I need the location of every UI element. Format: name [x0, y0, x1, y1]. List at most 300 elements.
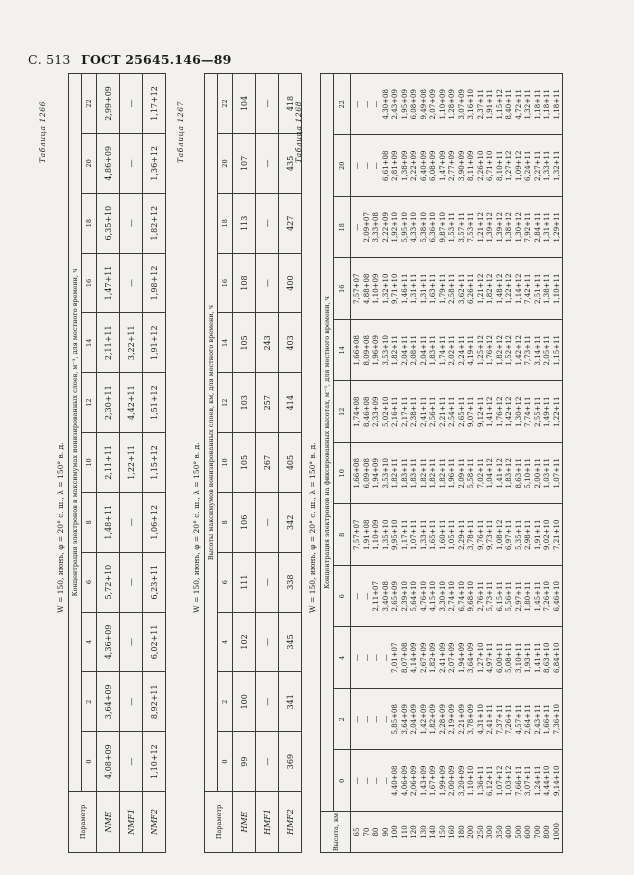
cell-value: 8,63+11 — [514, 458, 523, 489]
cell-value: — — [372, 162, 380, 170]
table-1268 — [320, 73, 563, 853]
cell-value: 1,48+11 — [97, 492, 120, 552]
cell-value: 4,15+10 — [429, 581, 437, 612]
cell-value: 435 — [279, 134, 302, 194]
cell-value: 414 — [279, 373, 302, 433]
cell-value: 1,36+12 — [143, 133, 166, 193]
cell-value: 7,36+10 — [552, 704, 561, 735]
time-col-header: 0 — [334, 750, 351, 812]
cell-value: 1,32+10 — [381, 273, 390, 304]
cell-value: — — [120, 74, 143, 134]
cell-value: 338 — [279, 552, 302, 612]
cell-value: 5,56+11 — [505, 581, 513, 612]
table-row — [143, 74, 166, 853]
cell-value: 2,39+10 — [400, 581, 409, 612]
cell-value: 3,22+11 — [120, 313, 143, 373]
heights-stack — [351, 812, 562, 852]
height-value: 80 — [372, 827, 380, 837]
cell-value: 5,10+11 — [524, 458, 532, 489]
cell-value: 6,84+10 — [552, 642, 561, 673]
cell-value: 1,42+12 — [505, 396, 513, 427]
row-label: HMF1 — [256, 792, 279, 853]
cell-value: 1,18+11 — [552, 89, 561, 120]
cell-value: 2,04+09 — [410, 704, 418, 735]
cell-value: 1,41+12 — [486, 396, 494, 427]
value-column — [351, 381, 563, 443]
table-body-row — [351, 74, 563, 853]
time-col-header: 14 — [82, 313, 97, 373]
cell-value: 6,35+10 — [97, 193, 120, 253]
cell-value: 1,98+12 — [143, 253, 166, 313]
cell-value: 7,26+11 — [505, 704, 513, 735]
cell-value: 6,74+10 — [457, 581, 466, 612]
value-column — [351, 74, 563, 136]
cell-value: 2,07+09 — [429, 89, 437, 120]
table-1266-caption: W = 150, июнь, φ = 20° с. ш., λ = 150° в. д. — [56, 442, 65, 613]
cell-value: 8,10+11 — [495, 150, 504, 181]
value-stack — [351, 751, 562, 812]
subheader: Высоты максимумов ионизированных слоев, км, для местного времени, ч — [205, 74, 218, 792]
height-value: 250 — [476, 825, 485, 839]
cell-value: 2,09+11 — [457, 458, 466, 489]
time-col-header: 8 — [334, 504, 351, 566]
cell-value: 4,36+09 — [97, 612, 120, 672]
cell-value: 1,36+11 — [476, 765, 485, 796]
table-1267-caption: W = 150, июнь, φ = 20° с. ш., λ = 150° в. д. — [192, 442, 201, 613]
cell-value: 1,76+12 — [495, 396, 504, 427]
cell-value: 3,07+09 — [457, 89, 466, 120]
cell-value: 1,15+11 — [552, 335, 561, 366]
cell-value: 1,66+08 — [353, 335, 361, 366]
row-label: NME — [97, 792, 120, 853]
cell-value: 1,18+11 — [533, 89, 542, 120]
value-stack — [351, 689, 562, 750]
value-stack — [351, 628, 562, 689]
time-col-header: 14 — [334, 320, 351, 382]
cell-value: 1,91+08 — [362, 519, 371, 550]
cell-value: 1,22+12 — [505, 273, 513, 304]
cell-value: 2,11+11 — [97, 433, 120, 493]
cell-value: — — [120, 133, 143, 193]
cell-value: 1,82+11 — [429, 458, 437, 489]
value-column — [351, 750, 563, 812]
cell-value: 3,16+10 — [467, 89, 475, 120]
value-stack — [351, 197, 562, 258]
cell-value: 8,92+11 — [143, 672, 166, 732]
cell-value: 5,38+10 — [419, 212, 428, 243]
value-stack — [351, 136, 562, 197]
cell-value: 1,42+09 — [419, 704, 428, 735]
cell-value: 1,49+11 — [543, 396, 551, 427]
cell-value: — — [362, 654, 371, 662]
cell-value: 2,02+11 — [448, 335, 456, 366]
cell-value: 1,33+11 — [419, 519, 428, 550]
height-value: 160 — [448, 825, 456, 839]
cell-value: 2,06+09 — [410, 765, 418, 796]
cell-value: 103 — [233, 373, 256, 433]
cell-value: 427 — [279, 193, 302, 253]
cell-value: 1,31+11 — [419, 273, 428, 304]
cell-value: — — [362, 592, 371, 600]
cell-value: 6,26+11 — [467, 273, 475, 304]
value-stack — [351, 566, 562, 627]
cell-value: 1,17+11 — [400, 519, 409, 550]
table-row — [233, 74, 256, 853]
table-1266-label: Таблица 1266 — [38, 100, 47, 163]
cell-value: 1,82+11 — [391, 335, 399, 366]
cell-value: 1,17+12 — [143, 74, 166, 134]
cell-value: 2,30+11 — [97, 373, 120, 433]
value-stack — [351, 320, 562, 381]
cell-value: — — [372, 715, 380, 723]
cell-value: 2,11+07 — [372, 581, 380, 612]
cell-value: 1,91+11 — [533, 519, 542, 550]
row-label: HME — [233, 792, 256, 853]
cell-value: 1,82+11 — [419, 458, 428, 489]
cell-value: — — [362, 100, 371, 108]
cell-value: 2,81+09 — [391, 150, 399, 181]
cell-value: 1,05+11 — [448, 519, 456, 550]
cell-value: 2,76+11 — [476, 581, 485, 612]
cell-value: 1,67+09 — [429, 765, 437, 796]
cell-value: — — [353, 654, 361, 662]
row-label: NMF1 — [120, 792, 143, 853]
cell-value: — — [362, 715, 371, 723]
cell-value: 1,38+12 — [505, 212, 513, 243]
cell-value: 1,06+12 — [143, 492, 166, 552]
cell-value: 1,82+12 — [495, 335, 504, 366]
page-number: С. 513 — [28, 52, 71, 67]
value-column — [351, 627, 563, 689]
cell-value: — — [362, 162, 371, 170]
cell-value: — — [256, 732, 279, 792]
cell-value: 1,14+12 — [514, 273, 523, 304]
value-column — [351, 197, 563, 259]
time-col-header: 22 — [334, 74, 351, 136]
time-col-header: 8 — [82, 492, 97, 552]
cell-value: 5,02+10 — [381, 396, 390, 427]
cell-value: 1,10+09 — [372, 519, 380, 550]
cell-value: 3,53+10 — [381, 335, 390, 366]
cell-value: 1,07+12 — [495, 765, 504, 796]
cell-value: 3,10+11 — [514, 642, 523, 673]
cell-value: 5,72+10 — [97, 552, 120, 612]
cell-value: 8,11+09 — [467, 150, 475, 181]
cell-value: 3,20+09 — [457, 765, 466, 796]
cell-value: 1,31+11 — [410, 273, 418, 304]
cell-value: 1,15+12 — [495, 89, 504, 120]
cell-value: 9,02+10 — [543, 519, 551, 550]
cell-value: 4,40+08 — [391, 765, 399, 796]
cell-value: — — [256, 134, 279, 194]
cell-value: 2,54+11 — [448, 396, 456, 427]
cell-value: 1,96+09 — [372, 335, 380, 366]
cell-value: 2,67+09 — [419, 642, 428, 673]
cell-value: 2,00+11 — [533, 458, 542, 489]
height-value: 500 — [514, 825, 523, 839]
cell-value: 6,00+11 — [495, 642, 504, 673]
time-col-header: 0 — [82, 732, 97, 792]
cell-value: 2,26+10 — [476, 150, 485, 181]
cell-value: 3,14+11 — [533, 335, 542, 366]
time-col-header: 12 — [334, 381, 351, 443]
cell-value: 400 — [279, 253, 302, 313]
cell-value: 1,31+11 — [543, 212, 551, 243]
cell-value: 6,23+11 — [143, 552, 166, 612]
cell-value: 1,83+11 — [410, 458, 418, 489]
subheader: Концентрация электронов на фиксированных высотах, м⁻³, для местного времени, ч — [321, 74, 334, 812]
cell-value: — — [353, 100, 361, 108]
cell-value: 2,09+07 — [362, 212, 371, 243]
value-column — [351, 443, 563, 505]
cell-value: 7,37+11 — [495, 704, 504, 735]
cell-value: 2,65+09 — [391, 581, 399, 612]
cell-value: 2,27+11 — [533, 150, 542, 181]
cell-value: 1,94+09 — [457, 642, 466, 673]
cell-value: 4,88+08 — [362, 273, 371, 304]
time-col-header: 20 — [334, 135, 351, 197]
time-col-header: 16 — [82, 253, 97, 313]
time-col-header: 10 — [82, 433, 97, 493]
cell-value: 100 — [233, 672, 256, 732]
cell-value: 1,82+11 — [438, 458, 447, 489]
cell-value: 6,15+11 — [495, 581, 504, 612]
cell-value: 1,74+08 — [353, 396, 361, 427]
cell-value: 1,28+09 — [448, 89, 456, 120]
cell-value: — — [256, 672, 279, 732]
cell-value: 3,53+10 — [381, 458, 390, 489]
cell-value: 105 — [233, 313, 256, 373]
cell-value: 1,21+12 — [476, 212, 485, 243]
cell-value: 2,55+11 — [533, 396, 542, 427]
time-col-header: 14 — [218, 313, 233, 373]
cell-value: — — [381, 654, 390, 662]
page-header — [28, 52, 232, 67]
value-column — [351, 258, 563, 320]
cell-value: 104 — [233, 74, 256, 134]
cell-value: 6,71+10 — [486, 150, 494, 181]
height-value: 120 — [410, 825, 418, 839]
height-value: 110 — [400, 825, 409, 839]
time-col-header: 20 — [218, 134, 233, 194]
param-header: Параметр — [205, 792, 233, 853]
cell-value: 5,95+10 — [400, 212, 409, 243]
cell-value: 2,24+11 — [457, 335, 466, 366]
cell-value: 4,08+09 — [97, 732, 120, 792]
cell-value: 1,30+12 — [514, 212, 523, 243]
time-col-header: 12 — [82, 373, 97, 433]
value-stack — [351, 443, 562, 504]
time-col-header: 2 — [218, 672, 233, 732]
cell-value: 2,84+11 — [533, 212, 542, 243]
cell-value: 5,73+11 — [486, 581, 494, 612]
cell-value: 3,62+11 — [457, 273, 466, 304]
cell-value: 1,10+10 — [467, 765, 475, 796]
cell-value: 5,85+08 — [391, 704, 399, 735]
table-1267 — [204, 73, 302, 853]
time-header-row — [82, 74, 97, 853]
cell-value: 4,19+11 — [467, 335, 475, 366]
cell-value: 6,40+09 — [419, 150, 428, 181]
cell-value: 267 — [256, 433, 279, 493]
height-value: 100 — [391, 825, 399, 839]
time-col-header: 18 — [82, 193, 97, 253]
cell-value: 3,64+09 — [400, 704, 409, 735]
table-row — [279, 74, 302, 853]
cell-value: 1,60+11 — [438, 519, 447, 550]
cell-value: — — [120, 193, 143, 253]
cell-value: 2,05+11 — [543, 335, 551, 366]
value-column — [351, 689, 563, 751]
value-column — [351, 566, 563, 628]
cell-value: 3,40+08 — [381, 581, 390, 612]
cell-value: — — [120, 552, 143, 612]
cell-value: 1,25+12 — [476, 335, 485, 366]
row-label: NMF2 — [143, 792, 166, 853]
cell-value: 1,48+12 — [495, 273, 504, 304]
cell-value: 6,09+08 — [362, 458, 371, 489]
cell-value: 8,09+08 — [362, 335, 371, 366]
cell-value: — — [381, 777, 390, 785]
cell-value: 1,35+10 — [381, 519, 390, 550]
subheader: Концентрация электронов в максимумах ионизированных слоев, м⁻³, для местного времени, ч — [69, 74, 82, 792]
cell-value: 2,41+11 — [486, 704, 494, 735]
cell-value: 418 — [279, 74, 302, 134]
cell-value: 6,02+11 — [143, 612, 166, 672]
cell-value: — — [256, 492, 279, 552]
cell-value: 8,63+10 — [543, 642, 551, 673]
cell-value: 2,29+11 — [457, 519, 466, 550]
cell-value: — — [381, 715, 390, 723]
cell-value: 2,08+11 — [410, 335, 418, 366]
cell-value: 1,66+08 — [353, 458, 361, 489]
cell-value: 8,46+08 — [362, 396, 371, 427]
cell-value: 2,22+09 — [410, 150, 418, 181]
cell-value: 7,21+10 — [552, 519, 561, 550]
cell-value: 4,06+09 — [400, 765, 409, 796]
cell-value: 1,32+11 — [524, 89, 532, 120]
cell-value: 6,61+08 — [381, 150, 390, 181]
height-value: 200 — [467, 825, 475, 839]
height-value: 1000 — [552, 823, 561, 841]
cell-value: 2,04+11 — [419, 335, 428, 366]
height-value: 65 — [353, 827, 361, 837]
time-col-header: 22 — [82, 74, 97, 134]
cell-value: 1,93+11 — [524, 642, 532, 673]
time-col-header: 10 — [218, 433, 233, 493]
value-stack — [351, 259, 562, 320]
table-row — [256, 74, 279, 853]
cell-value: 369 — [279, 732, 302, 792]
value-stack — [351, 382, 562, 443]
cell-value: 1,46+11 — [400, 273, 409, 304]
cell-value: 1,41+12 — [495, 458, 504, 489]
cell-value: 1,10+09 — [372, 273, 380, 304]
cell-value: 106 — [233, 492, 256, 552]
value-column — [351, 320, 563, 382]
time-col-header: 20 — [82, 133, 97, 193]
cell-value: 1,82+09 — [429, 704, 437, 735]
cell-value: 108 — [233, 253, 256, 313]
cell-value: 9,49+08 — [419, 89, 428, 120]
cell-value: 1,95+09 — [400, 89, 409, 120]
cell-value: 4,42+11 — [120, 373, 143, 433]
cell-value: 1,63+11 — [429, 273, 437, 304]
cell-value: 4,97+11 — [486, 642, 494, 673]
cell-value: 1,27+10 — [476, 642, 485, 673]
cell-value: — — [120, 253, 143, 313]
cell-value: — — [372, 654, 380, 662]
time-col-header: 6 — [82, 552, 97, 612]
cell-value: 7,26+10 — [543, 581, 551, 612]
cell-value: 9,07+11 — [467, 396, 475, 427]
cell-value: 2,41+09 — [438, 642, 447, 673]
cell-value: 2,41+11 — [419, 396, 428, 427]
cell-value: 2,21+09 — [457, 704, 466, 735]
cell-value: 105 — [233, 433, 256, 493]
time-col-header: 0 — [218, 732, 233, 792]
cell-value: 7,01+07 — [391, 642, 399, 673]
cell-value: 7,74+11 — [524, 396, 532, 427]
cell-value: — — [372, 100, 380, 108]
cell-value: 1,41+11 — [533, 642, 542, 673]
time-col-header: 22 — [218, 74, 233, 134]
cell-value: 2,16+11 — [391, 396, 399, 427]
cell-value: 1,79+11 — [438, 273, 447, 304]
cell-value: 1,21+12 — [476, 273, 485, 304]
header-row — [321, 74, 334, 853]
cell-value: 3,64+09 — [467, 642, 475, 673]
cell-value: 1,52+12 — [505, 335, 513, 366]
cell-value: 2,97+11 — [514, 581, 523, 612]
time-col-header: 4 — [334, 627, 351, 689]
cell-value: 2,98+11 — [524, 519, 532, 550]
cell-value: — — [256, 253, 279, 313]
cell-value: 1,24+11 — [533, 765, 542, 796]
cell-value: — — [256, 193, 279, 253]
cell-value: 1,39+12 — [495, 212, 504, 243]
time-header-row — [334, 74, 351, 853]
cell-value: 1,45+11 — [533, 581, 542, 612]
cell-value: 4,30+08 — [381, 89, 390, 120]
cell-value: 1,94+09 — [372, 458, 380, 489]
cell-value: 7,66+11 — [514, 765, 523, 796]
cell-value: 2,07+09 — [448, 642, 456, 673]
cell-value: 1,22+11 — [120, 433, 143, 493]
height-value: 700 — [533, 825, 542, 839]
value-stack — [351, 505, 562, 566]
cell-value: 1,42+12 — [514, 335, 523, 366]
cell-value: — — [372, 777, 380, 785]
cell-value: 7,73+11 — [524, 335, 532, 366]
table-1268-caption: W = 150, июнь, φ = 20° с. ш., λ = 150° в. д. — [308, 442, 317, 613]
cell-value: 1,15+12 — [143, 433, 166, 493]
cell-value: 2,77+09 — [448, 150, 456, 181]
cell-value: 5,64+10 — [410, 581, 418, 612]
time-col-header: 8 — [218, 492, 233, 552]
cell-value: 9,95+10 — [391, 519, 399, 550]
table-row — [97, 74, 120, 853]
cell-value: 1,03+12 — [505, 765, 513, 796]
cell-value: 2,43+09 — [391, 89, 399, 120]
cell-value: — — [353, 715, 361, 723]
cell-value: 107 — [233, 134, 256, 194]
cell-value: — — [353, 223, 361, 231]
cell-value: 2,38+11 — [410, 396, 418, 427]
rotated-page-content — [36, 73, 596, 853]
cell-value: — — [353, 162, 361, 170]
height-header: Высота, км — [321, 812, 351, 853]
